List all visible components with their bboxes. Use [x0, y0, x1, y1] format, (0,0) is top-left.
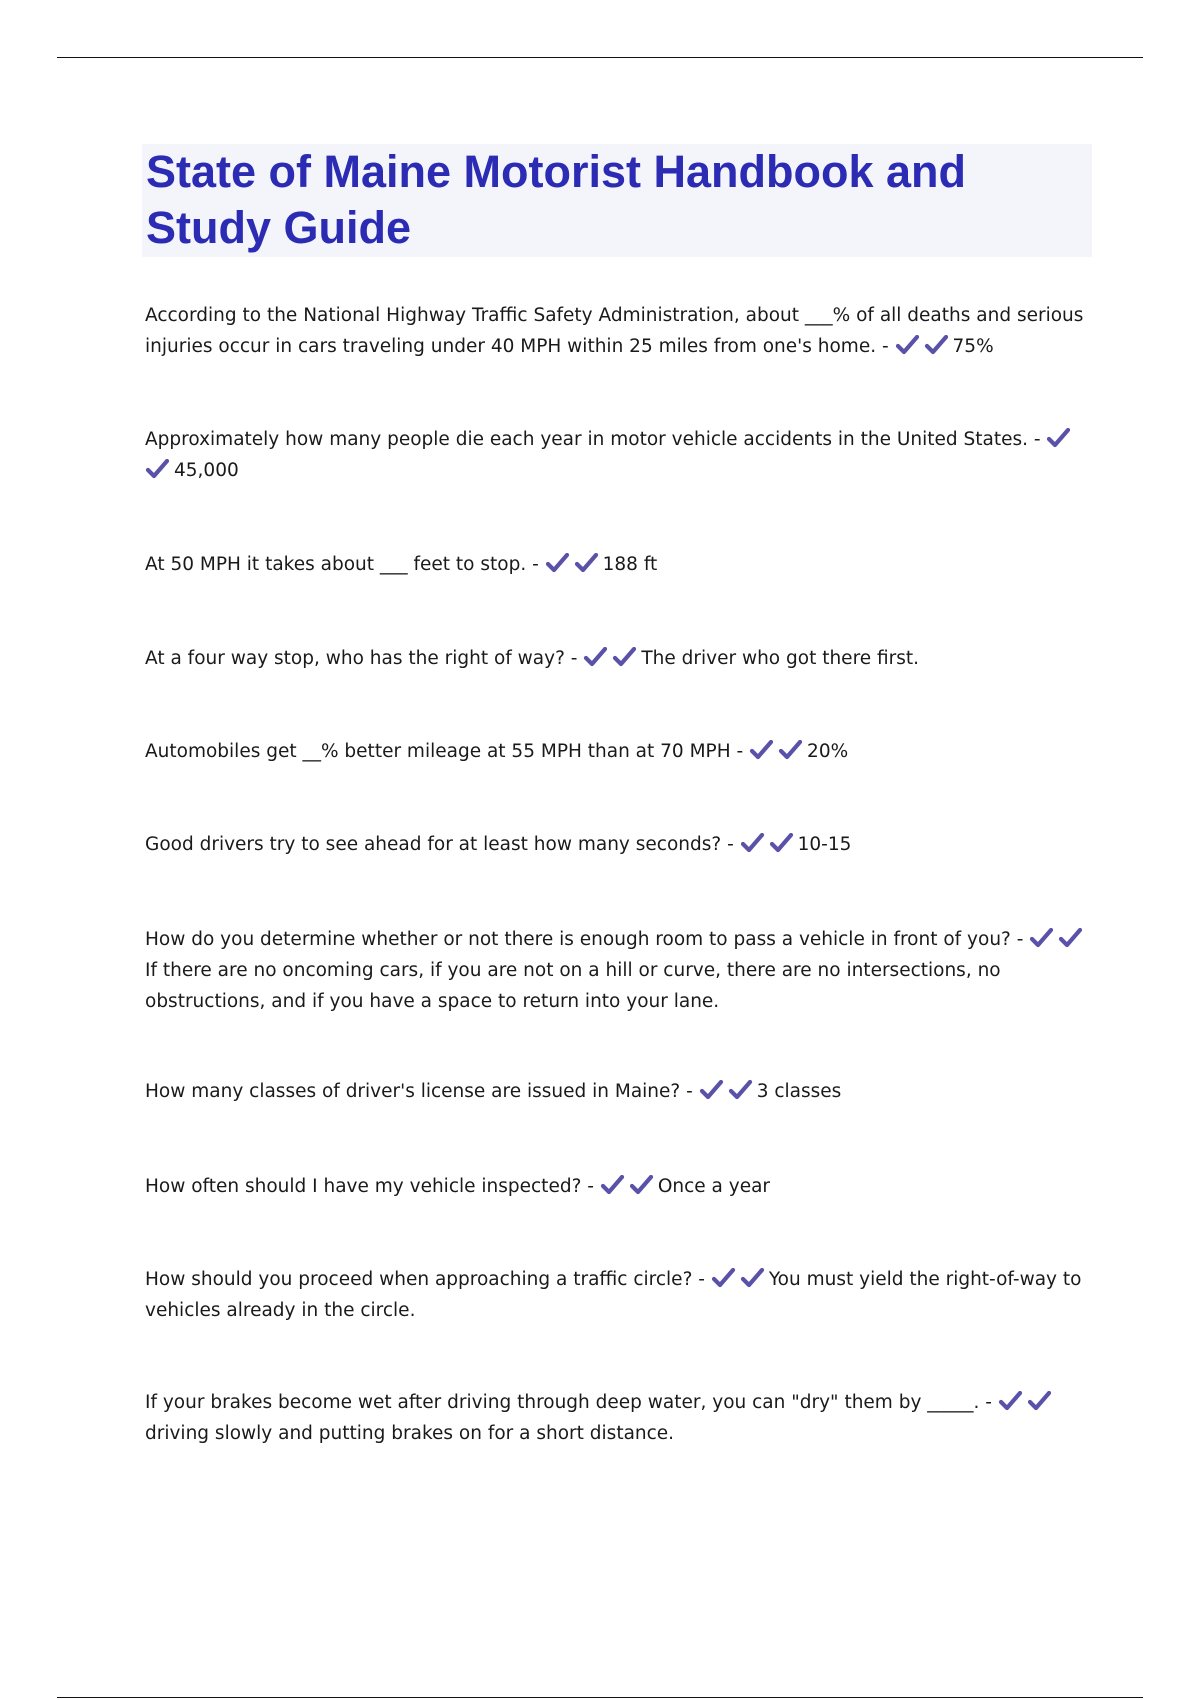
check-icon [699, 1080, 724, 1100]
check-icon [895, 335, 920, 355]
check-icon [1058, 928, 1083, 948]
check-icon [545, 553, 570, 573]
qa-item [145, 643, 1090, 674]
check-icon [740, 833, 765, 853]
separator: - [979, 1392, 998, 1413]
answer-text: 3 classes [756, 1081, 842, 1102]
separator: - [564, 648, 584, 669]
bottom-rule [57, 1697, 1143, 1698]
qa-item [145, 1264, 1090, 1326]
check-icon [583, 647, 608, 667]
separator: - [730, 741, 750, 762]
check-icon [629, 1175, 654, 1195]
separator: - [721, 834, 740, 855]
check-icon [769, 833, 794, 853]
check-icon [1027, 1391, 1052, 1411]
answer-text: 45,000 [174, 460, 239, 481]
separator: - [526, 554, 545, 575]
check-icon [924, 335, 949, 355]
question-text: According to the National Highway Traffic Safety Administration, about ___% of all deaths and serious injuries occur in cars traveling under 40 MPH within 25 miles from one's home. [145, 305, 1084, 357]
qa-item [145, 1171, 1090, 1202]
question-text: At a four way stop, who has the right of way? [145, 648, 565, 669]
answer-text: 75% [952, 336, 994, 357]
check-icon [1046, 428, 1071, 448]
answer-text: The driver who got there first. [641, 648, 920, 669]
separator: - [1010, 929, 1030, 950]
answer-text: 188 ft [602, 554, 658, 575]
question-text: How many classes of driver's license are issued in Maine? [145, 1081, 681, 1102]
answer-text: Once a year [657, 1176, 771, 1197]
qa-item [145, 300, 1090, 362]
check-icon [574, 553, 599, 573]
separator: - [1028, 429, 1047, 450]
question-text: How should you proceed when approaching a traffic circle? [145, 1269, 693, 1290]
title-banner [142, 144, 1092, 257]
qa-item [145, 829, 1090, 860]
qa-item [145, 424, 1090, 486]
qa-item [145, 924, 1090, 1017]
check-icon [728, 1080, 753, 1100]
answer-text: If there are no oncoming cars, if you are not on a hill or curve, there are no intersections, no obstructions, and if you have a space to return into your lane. [145, 960, 1001, 1012]
separator: - [581, 1176, 600, 1197]
check-icon [711, 1268, 736, 1288]
qa-item [145, 1076, 1090, 1107]
check-icon [749, 740, 774, 760]
separator: - [680, 1081, 699, 1102]
answer-text: 10-15 [797, 834, 852, 855]
question-text: Good drivers try to see ahead for at least how many seconds? [145, 834, 722, 855]
check-icon [612, 647, 637, 667]
question-text: At 50 MPH it takes about ___ feet to stop. [145, 554, 527, 575]
check-icon [145, 459, 170, 479]
answer-text: You must yield the right-of-way to vehicles already in the circle. [145, 1269, 1082, 1321]
top-rule [57, 57, 1143, 58]
question-text: How do you determine whether or not there is enough room to pass a vehicle in front of you? [145, 929, 1011, 950]
answer-text: 20% [807, 741, 849, 762]
check-icon [1029, 928, 1054, 948]
document-title: State of Maine Motorist Handbook and Study Guide [146, 146, 967, 253]
check-icon [740, 1268, 765, 1288]
question-text: If your brakes become wet after driving through deep water, you can "dry" them by _____. [145, 1392, 980, 1413]
question-text: Automobiles get __% better mileage at 55 MPH than at 70 MPH [145, 741, 731, 762]
separator: - [692, 1269, 711, 1290]
check-icon [600, 1175, 625, 1195]
qa-item [145, 549, 1090, 580]
question-text: How often should I have my vehicle inspected? [145, 1176, 582, 1197]
qa-item [145, 1387, 1090, 1449]
question-text: Approximately how many people die each year in motor vehicle accidents in the United States. [145, 429, 1028, 450]
check-icon [998, 1391, 1023, 1411]
answer-text: driving slowly and putting brakes on for a short distance. [145, 1423, 675, 1444]
separator: - [876, 336, 895, 357]
qa-item [145, 736, 1090, 767]
check-icon [778, 740, 803, 760]
